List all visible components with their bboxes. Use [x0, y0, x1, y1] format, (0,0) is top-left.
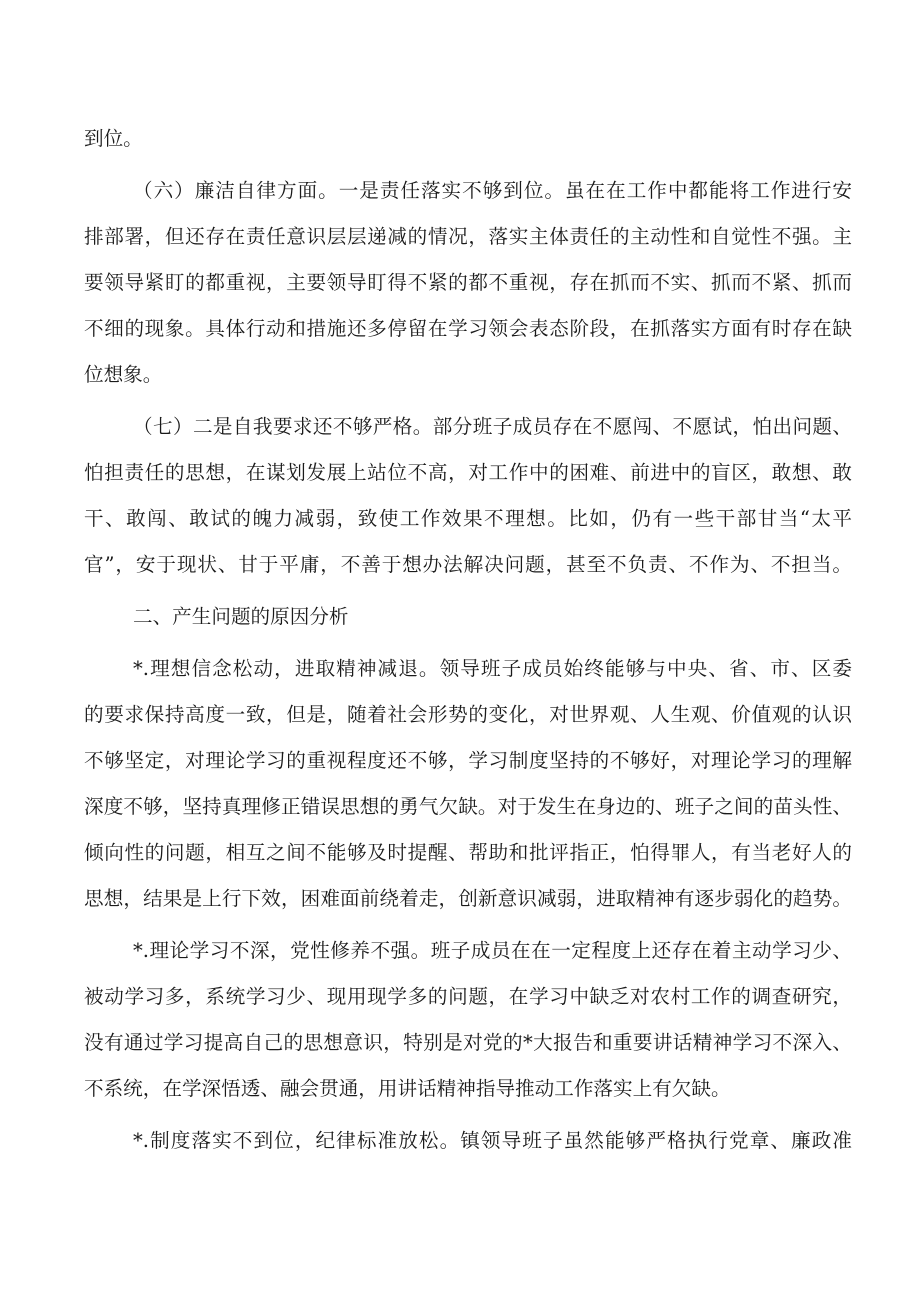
text-line: 的要求保持高度一致，但是，随着社会形势的变化，对世界观、人生观、价值观的认识: [84, 703, 852, 726]
paragraph-heading-line: （七）二是自我要求还不够严格。部分班子成员存在不愿闯、不愿试，怕出问题、: [133, 415, 852, 438]
text-line: 干、敢闯、敢试的魄力减弱，致使工作效果不理想。比如，仍有一些干部甘当“太平: [84, 507, 852, 530]
text-line: 没有通过学习提高自己的思想意识，特别是对党的*大报告和重要讲话精神学习不深入、: [84, 1031, 852, 1054]
text-line: 倾向性的问题，相互之间不能够及时提醒、帮助和批评指正，怕得罪人，有当老好人的: [84, 841, 852, 864]
text-line: 位想象。: [84, 363, 163, 386]
text-line: 被动学习多，系统学习少、现用现学多的问题，在学习中缺乏对农村工作的调查研究，: [84, 985, 852, 1008]
paragraph-heading-line: *.理想信念松动，进取精神减退。领导班子成员始终能够与中央、省、市、区委: [133, 657, 852, 680]
text-line: 思想，结果是上行下效，困难面前绕着走，创新意识减弱，进取精神有逐步弱化的趋势。: [84, 887, 852, 910]
text-line: 到位。: [84, 127, 143, 150]
text-line: 官”，安于现状、甘于平庸，不善于想办法解决问题，甚至不负责、不作为、不担当。: [84, 553, 852, 576]
paragraph-heading-line: *.理论学习不深，党性修养不强。班子成员在在一定程度上还存在着主动学习少、: [133, 939, 852, 962]
text-line: 排部署，但还存在责任意识层层递减的情况，落实主体责任的主动性和自觉性不强。主: [84, 225, 852, 248]
text-line: 深度不够，坚持真理修正错误思想的勇气欠缺。对于发生在身边的、班子之间的苗头性、: [84, 795, 852, 818]
text-line: 不系统，在学深悟透、融会贯通，用讲话精神指导推动工作落实上有欠缺。: [84, 1077, 731, 1100]
text-line: 不细的现象。具体行动和措施还多停留在学习领会表态阶段，在抓落实方面有时存在缺: [84, 317, 852, 340]
paragraph-heading-line: *.制度落实不到位，纪律标准放松。镇领导班子虽然能够严格执行党章、廉政准: [133, 1129, 852, 1152]
text-line: 要领导紧盯的都重视，主要领导盯得不紧的都不重视，存在抓而不实、抓而不紧、抓而: [84, 271, 852, 294]
section-heading: 二、产生问题的原因分析: [133, 605, 349, 628]
text-line: 怕担责任的思想，在谋划发展上站位不高，对工作中的困难、前进中的盲区，敢想、敢: [84, 461, 852, 484]
text-line: 不够坚定，对理论学习的重视程度还不够，学习制度坚持的不够好，对理论学习的理解: [84, 749, 852, 772]
paragraph-heading-line: （六）廉洁自律方面。一是责任落实不够到位。虽在在工作中都能将工作进行安: [133, 179, 852, 202]
